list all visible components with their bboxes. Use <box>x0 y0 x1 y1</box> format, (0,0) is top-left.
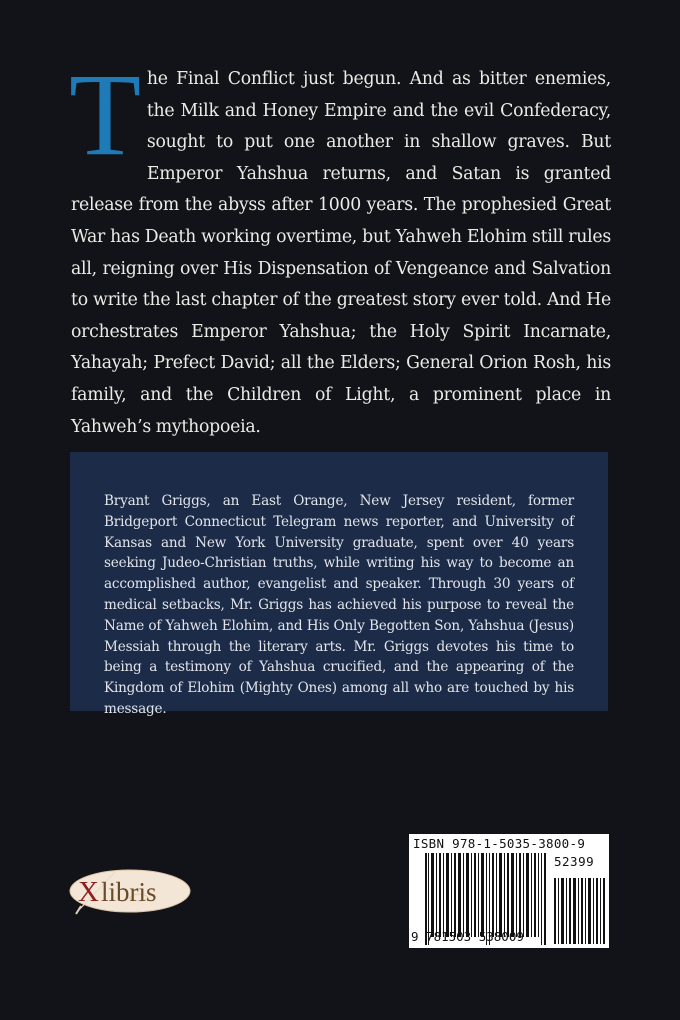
xlibris-logo-icon <box>67 866 193 916</box>
blurb-text: he Final Conflict just begun. And as bitter enemies, the Milk and Honey Empire and the evil Confederacy, sought to put one another in shallow graves. But Emperor Yahshua returns, and Satan is granted release from the abyss after 1000 years. The prophesied Great War has Death working overtime, but Yahweh Elohim still rules all, reigning over His Dispensation of Vengeance and Salvation to write the last chapter of the greatest story ever told. And He orchestrates Emperor Yahshua; the Holy Spirit Incarnate, Yahayah; Prefect David; all the Elders; General Orion Rosh, his family, and the Children of Light, a prominent place in Yahweh’s mythopoeia. <box>71 69 611 437</box>
svg-text:X: X <box>78 876 99 908</box>
publisher-logo <box>67 866 193 916</box>
author-bio-text: Bryant Griggs, an East Orange, New Jersey resident, former Bridgeport Connecticut Telegram news reporter, and University of Kansas and New York University graduate, spent over 40 years seeking Judeo-Christian truths, while writing his way to become an accomplished author, evangelist and speaker. Through 30 years of medical setbacks, Mr. Griggs has achieved his purpose to reveal the Name of Yahweh Elohim, and His Only Begotten Son, Yahshua (Jesus) Messiah through the literary arts. Mr. Griggs devotes his time to being a testimony of Yahshua crucified, and the appearing of the Kingdom of Elohim (Mighty Ones) among all who are touched by his message. <box>104 493 574 717</box>
isbn-barcode <box>409 834 609 948</box>
drop-cap: T <box>69 49 141 180</box>
price-code: 52399 <box>554 854 595 869</box>
ean-digits: 9 781503 538009 <box>411 929 524 944</box>
logo-wordmark: libris <box>101 877 157 907</box>
isbn-label: ISBN 978-1-5035-3800-9 <box>413 836 586 851</box>
back-cover-blurb <box>69 49 611 443</box>
author-bio-box <box>70 452 608 717</box>
